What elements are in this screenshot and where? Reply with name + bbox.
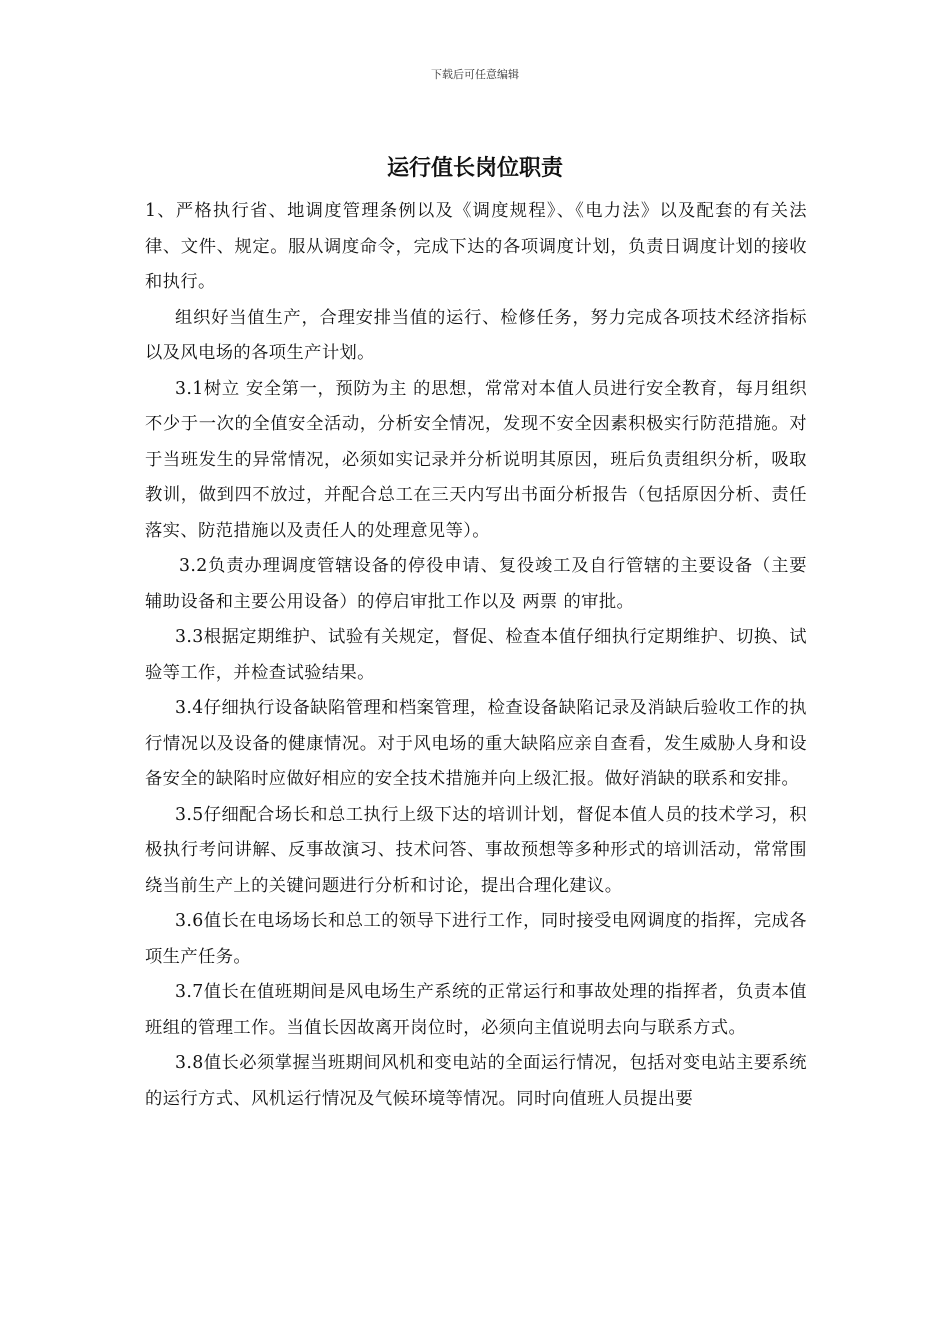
paragraph-3-6: 3.6值长在电场场长和总工的领导下进行工作，同时接受电网调度的指挥，完成各项生产任务。 <box>145 911 807 967</box>
paragraph-3-7: 3.7值长在值班期间是风电场生产系统的正常运行和事故处理的指挥者，负责本值班组的管理工作。当值长因故离开岗位时，必须向主值说明去向与联系方式。 <box>145 982 807 1038</box>
paragraph-3-1: 3.1树立 安全第一，预防为主 的思想，常常对本值人员进行安全教育，每月组织不少于一次的全值安全活动，分析安全情况，发现不安全因素积极实行防范措施。对于当班发生的异常情况，必须如实记录并分析说明其原因，班后负责组织分析，吸取教训，做到四不放过，并配合总工在三天内写出书面分析报告（包括原因分析、责任落实、防范措施以及责任人的处理意见等）。 <box>145 378 807 541</box>
paragraph-3-5: 3.5仔细配合场长和总工执行上级下达的培训计划，督促本值人员的技术学习，积极执行考问讲解、反事故演习、技术问答、事故预想等多种形式的培训活动，常常围绕当前生产上的关键问题进行分析和讨论，提出合理化建议。 <box>145 804 807 896</box>
paragraph-1: 1、严格执行省、地调度管理条例以及《调度规程》、《电力法》以及配套的有关法律、文件、规定。服从调度命令，完成下达的各项调度计划，负责日调度计划的接收和执行。 <box>145 201 807 292</box>
paragraph-3-2: 3.2负责办理调度管辖设备的停役申请、复役竣工及自行管辖的主要设备（主要辅助设备和主要公用设备）的停启审批工作以及 两票 的审批。 <box>145 556 807 612</box>
document-body <box>145 194 807 1117</box>
paragraph-3-3: 3.3根据定期维护、试验有关规定，督促、检查本值仔细执行定期维护、切换、试验等工作，并检查试验结果。 <box>145 627 807 683</box>
paragraph-3-4: 3.4仔细执行设备缺陷管理和档案管理，检查设备缺陷记录及消缺后验收工作的执行情况以及设备的健康情况。对于风电场的重大缺陷应亲自查看，发生威胁人身和设备安全的缺陷时应做好相应的安全技术措施并向上级汇报。做好消缺的联系和安排。 <box>145 698 807 789</box>
header-note: 下载后可任意编辑 <box>431 68 519 81</box>
paragraph-3-8: 3.8值长必须掌握当班期间风机和变电站的全面运行情况，包括对变电站主要系统的运行方式、风机运行情况及气候环境等情况。同时向值班人员提出要 <box>145 1053 807 1109</box>
paragraph-2: 组织好当值生产，合理安排当值的运行、检修任务，努力完成各项技术经济指标以及风电场的各项生产计划。 <box>145 307 807 363</box>
document-title: 运行值长岗位职责 <box>386 156 563 181</box>
